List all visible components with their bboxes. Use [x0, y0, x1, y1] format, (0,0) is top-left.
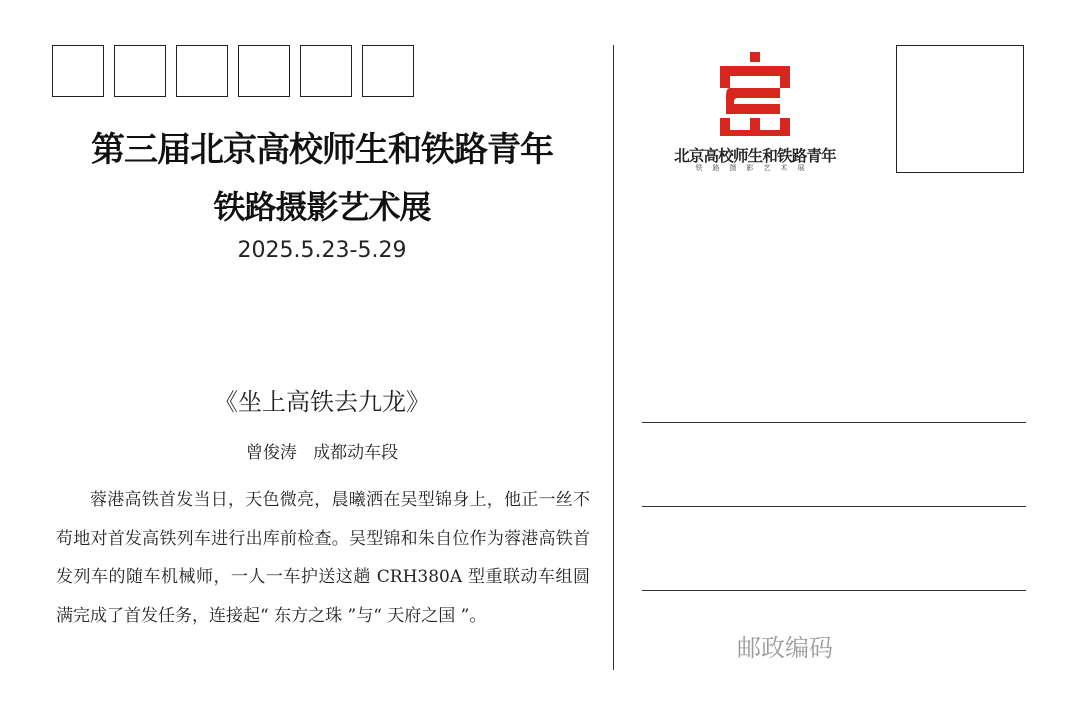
- exhibition-logo: [650, 50, 860, 180]
- exhibition-title-line1: 第三届北京高校师生和铁路青年: [91, 130, 553, 170]
- postcode-box[interactable]: [300, 45, 352, 97]
- story-text: 蓉港高铁首发当日，天色微亮，晨曦洒在吴型锦身上，他正一丝不苟地对首发高铁列车进行出库前检查。吴型锦和朱自位作为蓉港高铁首发列车的随车机械师，一人一车护送这趟 CRH380A 型重联动车组圆满完成了首发任务，连接起“ 东方之珠 ”与“ 天府之国 ”。: [56, 490, 590, 626]
- author-byline: 曾俊涛 成都动车段: [245, 443, 399, 463]
- postcode-box[interactable]: [362, 45, 414, 97]
- postcode-box[interactable]: [52, 45, 104, 97]
- center-divider: [613, 45, 614, 670]
- address-line[interactable]: [642, 590, 1026, 591]
- stamp-box: [896, 45, 1024, 173]
- logo-name: 北京高校师生和铁路青年: [674, 147, 836, 165]
- postcode-label: 邮政编码: [737, 634, 833, 662]
- address-line[interactable]: [642, 422, 1026, 423]
- exhibition-dates: 2025.5.23-5.29: [237, 238, 407, 263]
- railway-exhibition-logo-icon: [716, 50, 794, 138]
- postcode-box[interactable]: [114, 45, 166, 97]
- exhibition-title-line2: 铁路摄影艺术展: [213, 188, 431, 226]
- address-line[interactable]: [642, 506, 1026, 507]
- logo-subtitle: 铁路摄影艺术展: [695, 164, 815, 172]
- work-title: 《坐上高铁去九龙》: [214, 388, 430, 416]
- postcode-boxes: [52, 45, 414, 97]
- postcode-box[interactable]: [238, 45, 290, 97]
- postcode-box[interactable]: [176, 45, 228, 97]
